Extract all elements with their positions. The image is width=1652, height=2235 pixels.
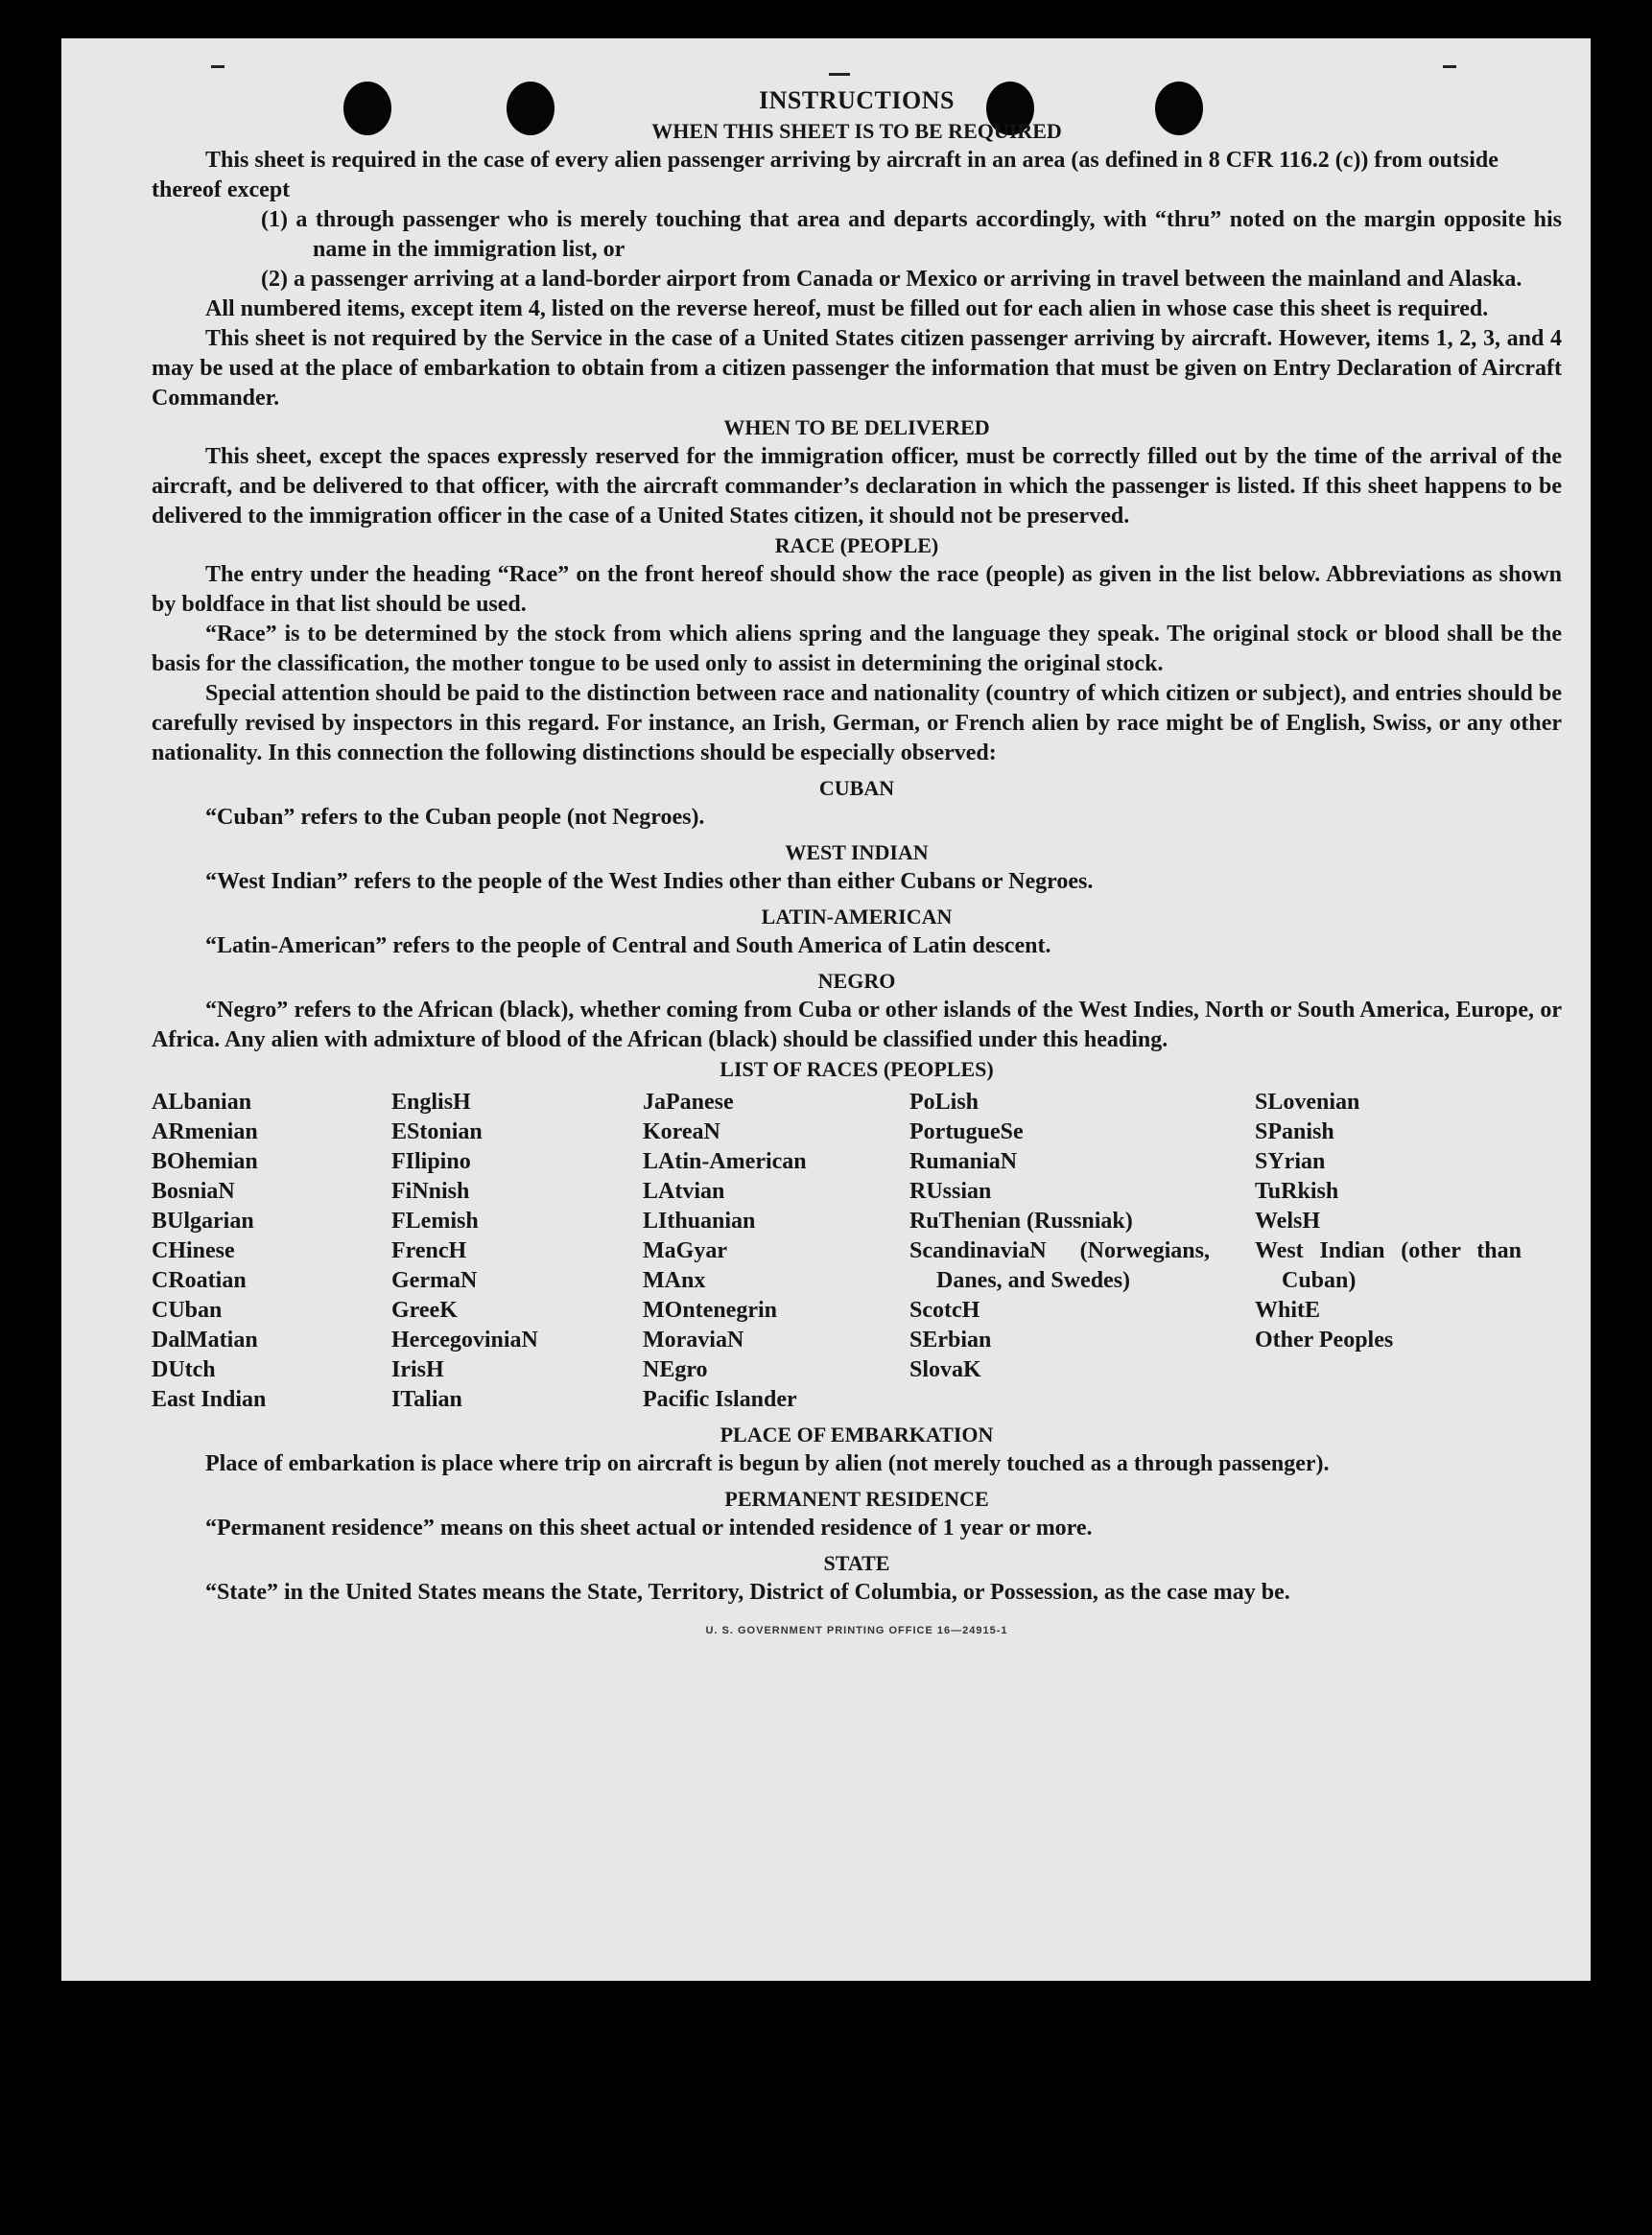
definition-text-cuban: “Cuban” refers to the Cuban people (not Negroes). [205, 805, 705, 830]
races-column-2 [391, 1088, 643, 1415]
race-entry: EStonian [391, 1119, 483, 1144]
race-entry: ALbanian [152, 1090, 252, 1115]
race-entry: IrisH [391, 1357, 444, 1382]
document-sheet [61, 38, 1591, 1981]
page-title: INSTRUCTIONS [759, 86, 955, 114]
race-entry: SErbian [909, 1328, 992, 1353]
race-entry: LAtin-American [643, 1149, 807, 1174]
definition-text-latin-american: “Latin-American” refers to the people of Central and South America of Latin descent. [205, 933, 1051, 958]
race-paragraph-1: The entry under the heading “Race” on the front hereof should show the race (people) as given in the list below. Abbreviations as shown by boldface in that list should be used. [152, 562, 1562, 617]
race-entry: SYrian [1255, 1149, 1326, 1174]
race-entry: MAnx [643, 1268, 706, 1293]
section-heading-delivered: WHEN TO BE DELIVERED [723, 415, 990, 439]
race-entry: NEgro [643, 1357, 708, 1382]
exception-item-1: (1) a through passenger who is merely touching that area and departs accordingly, with “thru” noted on the margin opposite his name in the immigration list, or [261, 207, 1562, 262]
race-entry: FiNnish [391, 1179, 470, 1204]
race-entry: MOntenegrin [643, 1298, 777, 1323]
race-entry: DalMatian [152, 1328, 258, 1353]
speck-mark [829, 73, 850, 76]
races-column-4 [909, 1088, 1255, 1415]
race-entry: TuRkish [1255, 1179, 1339, 1204]
race-entry: GermaN [391, 1268, 478, 1293]
races-column-3 [643, 1088, 909, 1415]
race-entry: CRoatian [152, 1268, 247, 1293]
speck-mark [211, 65, 224, 68]
section-heading-state: STATE [823, 1551, 890, 1575]
race-paragraph-3: Special attention should be paid to the distinction between race and nationality (country of which citizen or subject), and entries should be carefully revised by inspectors in this regard. For instance, an Irish, German, or French alien by race might be of English, Swiss, or any other nationality. In this connection the following distinctions should be especially observed: [152, 681, 1562, 765]
race-paragraph-2: “Race” is to be determined by the stock from which aliens spring and the language they speak. The original stock or blood shall be the basis for the classification, the mother tongue to be used only to assist in determining the original stock. [152, 622, 1562, 676]
race-entry: GreeK [391, 1298, 458, 1323]
race-entry: CUban [152, 1298, 223, 1323]
race-entry: RumaniaN [909, 1149, 1018, 1174]
exception-item-2: (2) a passenger arriving at a land-border airport from Canada or Mexico or arriving in travel between the mainland and Alaska. [261, 267, 1522, 292]
race-entry: SlovaK [909, 1357, 981, 1382]
section-heading-embarkation: PLACE OF EMBARKATION [720, 1423, 994, 1447]
race-entry: EnglisH [391, 1090, 471, 1115]
race-entry: LIthuanian [643, 1209, 756, 1234]
definition-heading-west-indian: WEST INDIAN [785, 840, 929, 864]
residence-paragraph: “Permanent residence” means on this sheet actual or intended residence of 1 year or more. [205, 1516, 1093, 1541]
race-entry: BUlgarian [152, 1209, 254, 1234]
race-entry: FrencH [391, 1238, 467, 1263]
race-entry: RuThenian (Russniak) [909, 1209, 1133, 1234]
race-entry: Other Peoples [1255, 1328, 1394, 1353]
race-entry: East Indian [152, 1387, 267, 1412]
race-entry: SPanish [1255, 1119, 1334, 1144]
printing-office-footer: U. S. GOVERNMENT PRINTING OFFICE 16—24915-1 [705, 1625, 1008, 1636]
races-list-heading: LIST OF RACES (PEOPLES) [720, 1057, 994, 1081]
race-entry: HercegoviniaN [391, 1328, 538, 1353]
delivered-paragraph: This sheet, except the spaces expressly reserved for the immigration officer, must be correctly filled out by the time of the arrival of the aircraft, and be delivered to that officer, with the aircraft commander’s declaration in which the passenger is listed. If this sheet happens to be delivered to the immigration officer in the case of a United States citizen, it should not be preserved. [152, 444, 1562, 529]
race-entry: BOhemian [152, 1149, 258, 1174]
race-entry: CHinese [152, 1238, 235, 1263]
race-entry: KoreaN [643, 1119, 720, 1144]
definition-text-west-indian: “West Indian” refers to the people of the West Indies other than either Cubans or Negroes. [205, 869, 1094, 894]
race-entry: FIlipino [391, 1149, 471, 1174]
state-paragraph: “State” in the United States means the State, Territory, District of Columbia, or Possession, as the case may be. [205, 1580, 1290, 1605]
section-heading-residence: PERMANENT RESIDENCE [724, 1487, 989, 1511]
races-list [152, 1088, 1562, 1415]
race-entry: MoraviaN [643, 1328, 744, 1353]
embarkation-paragraph: Place of embarkation is place where trip on aircraft is begun by alien (not merely touched as a through passenger). [205, 1451, 1330, 1476]
race-entry: ScotcH [909, 1298, 980, 1323]
intro-paragraph: This sheet is required in the case of every alien passenger arriving by aircraft in an area (as defined in 8 CFR 116.2 (c)) from outside thereof except [152, 148, 1499, 202]
race-entry: West Indian (other than Cuban) [1255, 1238, 1527, 1293]
race-entry: SLovenian [1255, 1090, 1360, 1115]
race-entry: RUssian [909, 1179, 992, 1204]
instructions-content [152, 84, 1562, 1636]
race-entry: JaPanese [643, 1090, 734, 1115]
race-entry: FLemish [391, 1209, 479, 1234]
race-entry: PortugueSe [909, 1119, 1024, 1144]
speck-mark [1443, 65, 1456, 68]
races-column-5 [1255, 1088, 1562, 1415]
race-entry: BosniaN [152, 1179, 235, 1204]
race-entry: ScandinaviaN (Norwegians, Danes, and Swedes) [909, 1238, 1215, 1293]
race-entry: ARmenian [152, 1119, 258, 1144]
section-heading-required: WHEN THIS SHEET IS TO BE REQUIRED [651, 119, 1062, 143]
race-entry: WelsH [1255, 1209, 1321, 1234]
citizen-paragraph: This sheet is not required by the Service in the case of a United States citizen passenger arriving by aircraft. However, items 1, 2, 3, and 4 may be used at the place of embarkation to obtain from a citizen passenger the information that must be given on Entry Declaration of Aircraft Commander. [152, 326, 1562, 411]
races-column-1 [152, 1088, 391, 1415]
race-entry: MaGyar [643, 1238, 727, 1263]
race-entry: LAtvian [643, 1179, 725, 1204]
numbered-items-paragraph: All numbered items, except item 4, listed on the reverse hereof, must be filled out for each alien in whose case this sheet is required. [205, 296, 1489, 321]
race-entry: PoLish [909, 1090, 979, 1115]
section-heading-race: RACE (PEOPLE) [774, 533, 939, 557]
race-entry: WhitE [1255, 1298, 1321, 1323]
race-entry: DUtch [152, 1357, 216, 1382]
definition-heading-negro: NEGRO [817, 969, 896, 993]
definition-text-negro: “Negro” refers to the African (black), whether coming from Cuba or other islands of the West Indies, North or South America, Europe, or Africa. Any alien with admixture of blood of the African (black) should be classified under this heading. [152, 998, 1562, 1052]
definition-heading-latin-american: LATIN-AMERICAN [761, 905, 953, 929]
race-entry: ITalian [391, 1387, 462, 1412]
race-entry: Pacific Islander [643, 1387, 797, 1412]
definition-heading-cuban: CUBAN [818, 776, 895, 800]
